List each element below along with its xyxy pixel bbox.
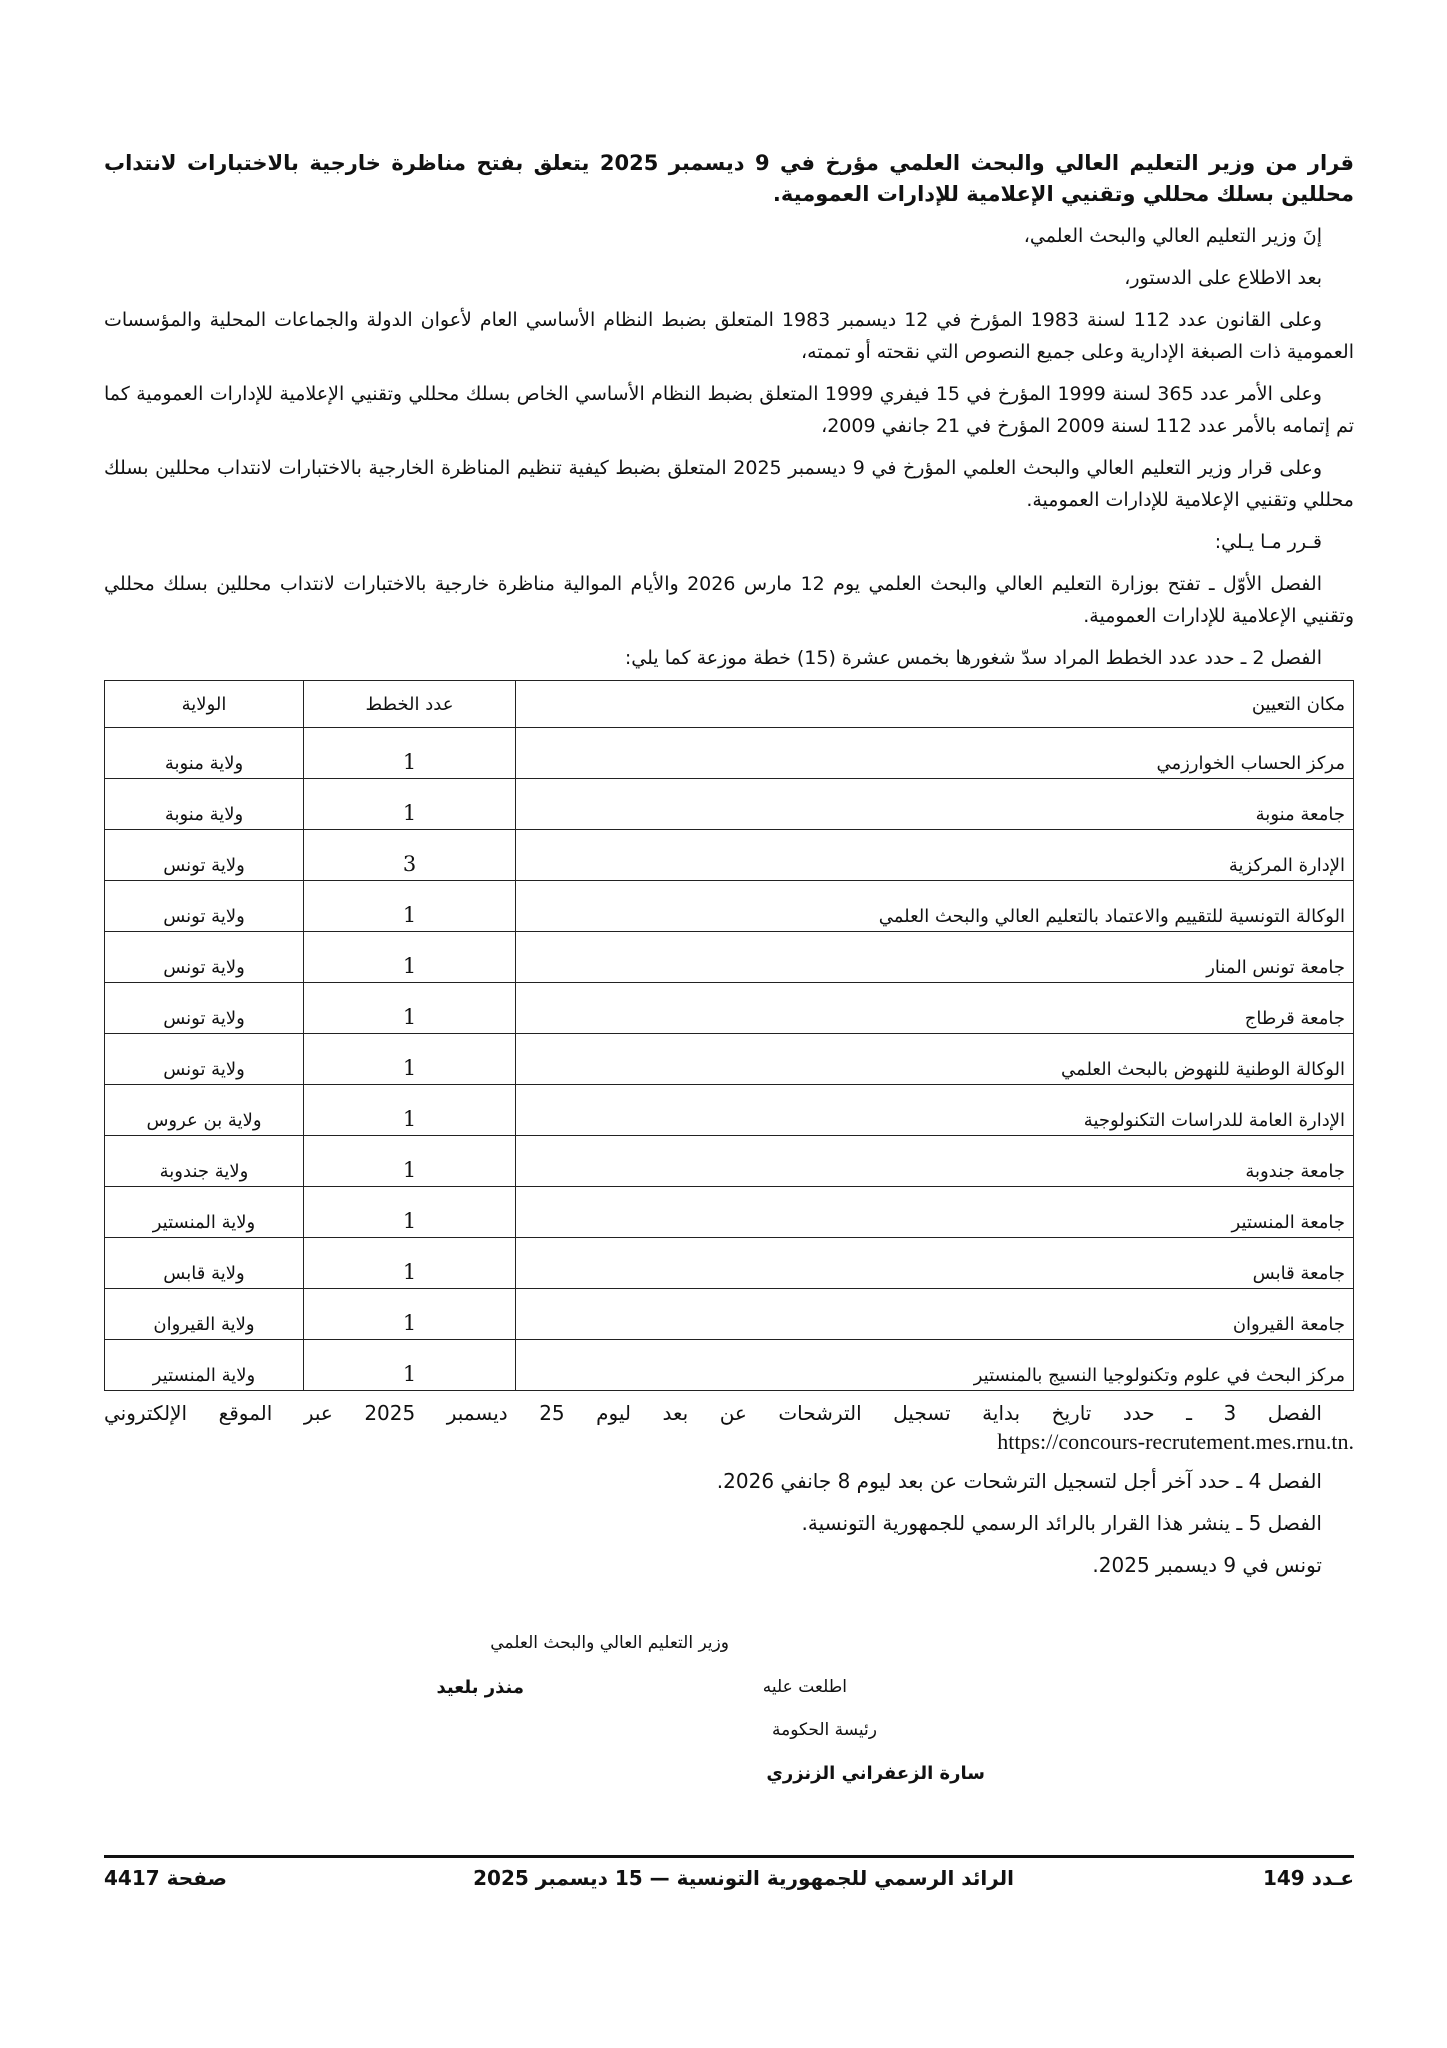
cell-count: 3 xyxy=(304,830,516,881)
cell-place: الوكالة التونسية للتقييم والاعتماد بالتعليم العالي والبحث العلمي xyxy=(516,881,1354,932)
header-count: عدد الخطط xyxy=(304,681,516,728)
table-row xyxy=(105,1085,1354,1136)
table-row xyxy=(105,1136,1354,1187)
article-3-text: الفصل 3 ـ حدد تاريخ بداية تسجيل الترشحات عن بعد ليوم 25 ديسمبر 2025 عبر الموقع الإلكتروني xyxy=(104,1401,1322,1425)
table-row xyxy=(105,779,1354,830)
minister-name: منذر بلعيد xyxy=(436,1677,524,1698)
cell-place: جامعة قرطاج xyxy=(516,983,1354,1034)
cell-count: 1 xyxy=(304,1187,516,1238)
cell-state: ولاية القيروان xyxy=(105,1289,304,1340)
pm-title: رئيسة الحكومة xyxy=(771,1720,877,1740)
cell-count: 1 xyxy=(304,1136,516,1187)
cell-state: ولاية منوبة xyxy=(105,779,304,830)
table-row xyxy=(105,1340,1354,1391)
cell-count: 1 xyxy=(304,1289,516,1340)
page-number: صفحة 4417 xyxy=(104,1866,227,1890)
article-5: الفصل 5 ـ ينشر هذا القرار بالرائد الرسمي للجمهورية التونسية. xyxy=(801,1511,1322,1535)
cell-state: ولاية قابس xyxy=(105,1238,304,1289)
table-row xyxy=(105,1238,1354,1289)
place-date: تونس في 9 ديسمبر 2025. xyxy=(1092,1553,1322,1577)
article-2: الفصل 2 ـ حدد عدد الخطط المراد سدّ شغورها بخمس عشرة (15) خطة موزعة كما يلي: xyxy=(624,647,1322,669)
cell-state: ولاية تونس xyxy=(105,1034,304,1085)
seen-by: اطلعت عليه xyxy=(762,1677,847,1697)
decides-heading: قـرر مـا يـلي: xyxy=(1214,531,1322,553)
cell-state: ولاية تونس xyxy=(105,983,304,1034)
cell-place: جامعة تونس المنار xyxy=(516,932,1354,983)
table-row xyxy=(105,932,1354,983)
cell-place: الوكالة الوطنية للنهوض بالبحث العلمي xyxy=(516,1034,1354,1085)
table-header-row xyxy=(105,681,1354,728)
article-4: الفصل 4 ـ حدد آخر أجل لتسجيل الترشحات عن بعد ليوم 8 جانفي 2026. xyxy=(716,1469,1322,1493)
positions-table xyxy=(104,680,1354,1391)
table-row xyxy=(105,728,1354,779)
preamble-constitution: بعد الاطلاع على الدستور، xyxy=(1124,267,1322,289)
table-row xyxy=(105,1034,1354,1085)
minister-title: وزير التعليم العالي والبحث العلمي xyxy=(490,1633,729,1653)
cell-count: 1 xyxy=(304,1340,516,1391)
table-row xyxy=(105,830,1354,881)
header-place: مكان التعيين xyxy=(516,681,1354,728)
cell-place: جامعة جندوبة xyxy=(516,1136,1354,1187)
gazette-name-date: الرائد الرسمي للجمهورية التونسية — 15 ديسمبر 2025 xyxy=(473,1866,1014,1890)
table-row xyxy=(105,881,1354,932)
cell-place: جامعة المنستير xyxy=(516,1187,1354,1238)
cell-count: 1 xyxy=(304,1034,516,1085)
cell-state: ولاية تونس xyxy=(105,830,304,881)
cell-place: جامعة القيروان xyxy=(516,1289,1354,1340)
article-3 xyxy=(104,1397,1354,1429)
cell-count: 1 xyxy=(304,983,516,1034)
table-row xyxy=(105,983,1354,1034)
cell-place: الإدارة العامة للدراسات التكنولوجية xyxy=(516,1085,1354,1136)
cell-place: مركز الحساب الخوارزمي xyxy=(516,728,1354,779)
cell-count: 1 xyxy=(304,1085,516,1136)
preamble-order-2025: وعلى قرار وزير التعليم العالي والبحث العلمي المؤرخ في 9 ديسمبر 2025 المتعلق بضبط كيفية تنظيم المناظرة الخارجية بالاختبارات لانتداب محللين بسلك محللي وتقنيي الإعلامية للإدارات العمومية. xyxy=(104,457,1354,511)
registration-url-link[interactable]: https://concours-recrutement.mes.rnu.tn. xyxy=(997,1429,1354,1454)
cell-place: جامعة قابس xyxy=(516,1238,1354,1289)
decree-title: قرار من وزير التعليم العالي والبحث العلمي مؤرخ في 9 ديسمبر 2025 يتعلق بفتح مناظرة خارجية بالاختبارات لانتداب محللين بسلك محللي وتقنيي الإعلامية للإدارات العمومية. xyxy=(104,151,1354,206)
cell-state: ولاية المنستير xyxy=(105,1187,304,1238)
cell-count: 1 xyxy=(304,881,516,932)
cell-place: مركز البحث في علوم وتكنولوجيا النسيج بالمنستير xyxy=(516,1340,1354,1391)
cell-count: 1 xyxy=(304,932,516,983)
cell-state: ولاية المنستير xyxy=(105,1340,304,1391)
pm-name: سارة الزعفراني الزنزري xyxy=(766,1763,985,1784)
preamble-decree-1999: وعلى الأمر عدد 365 لسنة 1999 المؤرخ في 15 فيفري 1999 المتعلق بضبط النظام الأساسي الخاص بسلك محللي وتقنيي الإعلامية للإدارات العمومية كما تم إتمامه بالأمر عدد 112 لسنة 2009 المؤرخ في 21 جانفي 2009، xyxy=(104,383,1354,437)
cell-state: ولاية منوبة xyxy=(105,728,304,779)
cell-count: 1 xyxy=(304,1238,516,1289)
preamble-minister: إنَ وزير التعليم العالي والبحث العلمي، xyxy=(1023,225,1322,247)
table-row xyxy=(105,1187,1354,1238)
page-footer xyxy=(104,1866,1354,1896)
cell-place: جامعة منوبة xyxy=(516,779,1354,830)
preamble-law-1983: وعلى القانون عدد 112 لسنة 1983 المؤرخ في 12 ديسمبر 1983 المتعلق بضبط النظام الأساسي العام لأعوان الدولة والجماعات المحلية والمؤسسات العمومية ذات الصبغة الإدارية وعلى جميع النصوص التي نقحته أو تممته، xyxy=(104,309,1354,363)
cell-state: ولاية تونس xyxy=(105,932,304,983)
footer-divider xyxy=(104,1855,1354,1858)
cell-state: ولاية بن عروس xyxy=(105,1085,304,1136)
cell-state: ولاية جندوبة xyxy=(105,1136,304,1187)
article-1: الفصل الأوّل ـ تفتح بوزارة التعليم العالي والبحث العلمي يوم 12 مارس 2026 والأيام الموالية مناظرة خارجية بالاختبارات لانتداب محللين بسلك محللي وتقنيي الإعلامية للإدارات العمومية. xyxy=(104,573,1354,627)
cell-place: الإدارة المركزية xyxy=(516,830,1354,881)
document-body xyxy=(104,148,1354,1591)
cell-count: 1 xyxy=(304,728,516,779)
header-state: الولاية xyxy=(105,681,304,728)
table-row xyxy=(105,1289,1354,1340)
issue-number: عـدد 149 xyxy=(1262,1866,1354,1890)
cell-state: ولاية تونس xyxy=(105,881,304,932)
cell-count: 1 xyxy=(304,779,516,830)
